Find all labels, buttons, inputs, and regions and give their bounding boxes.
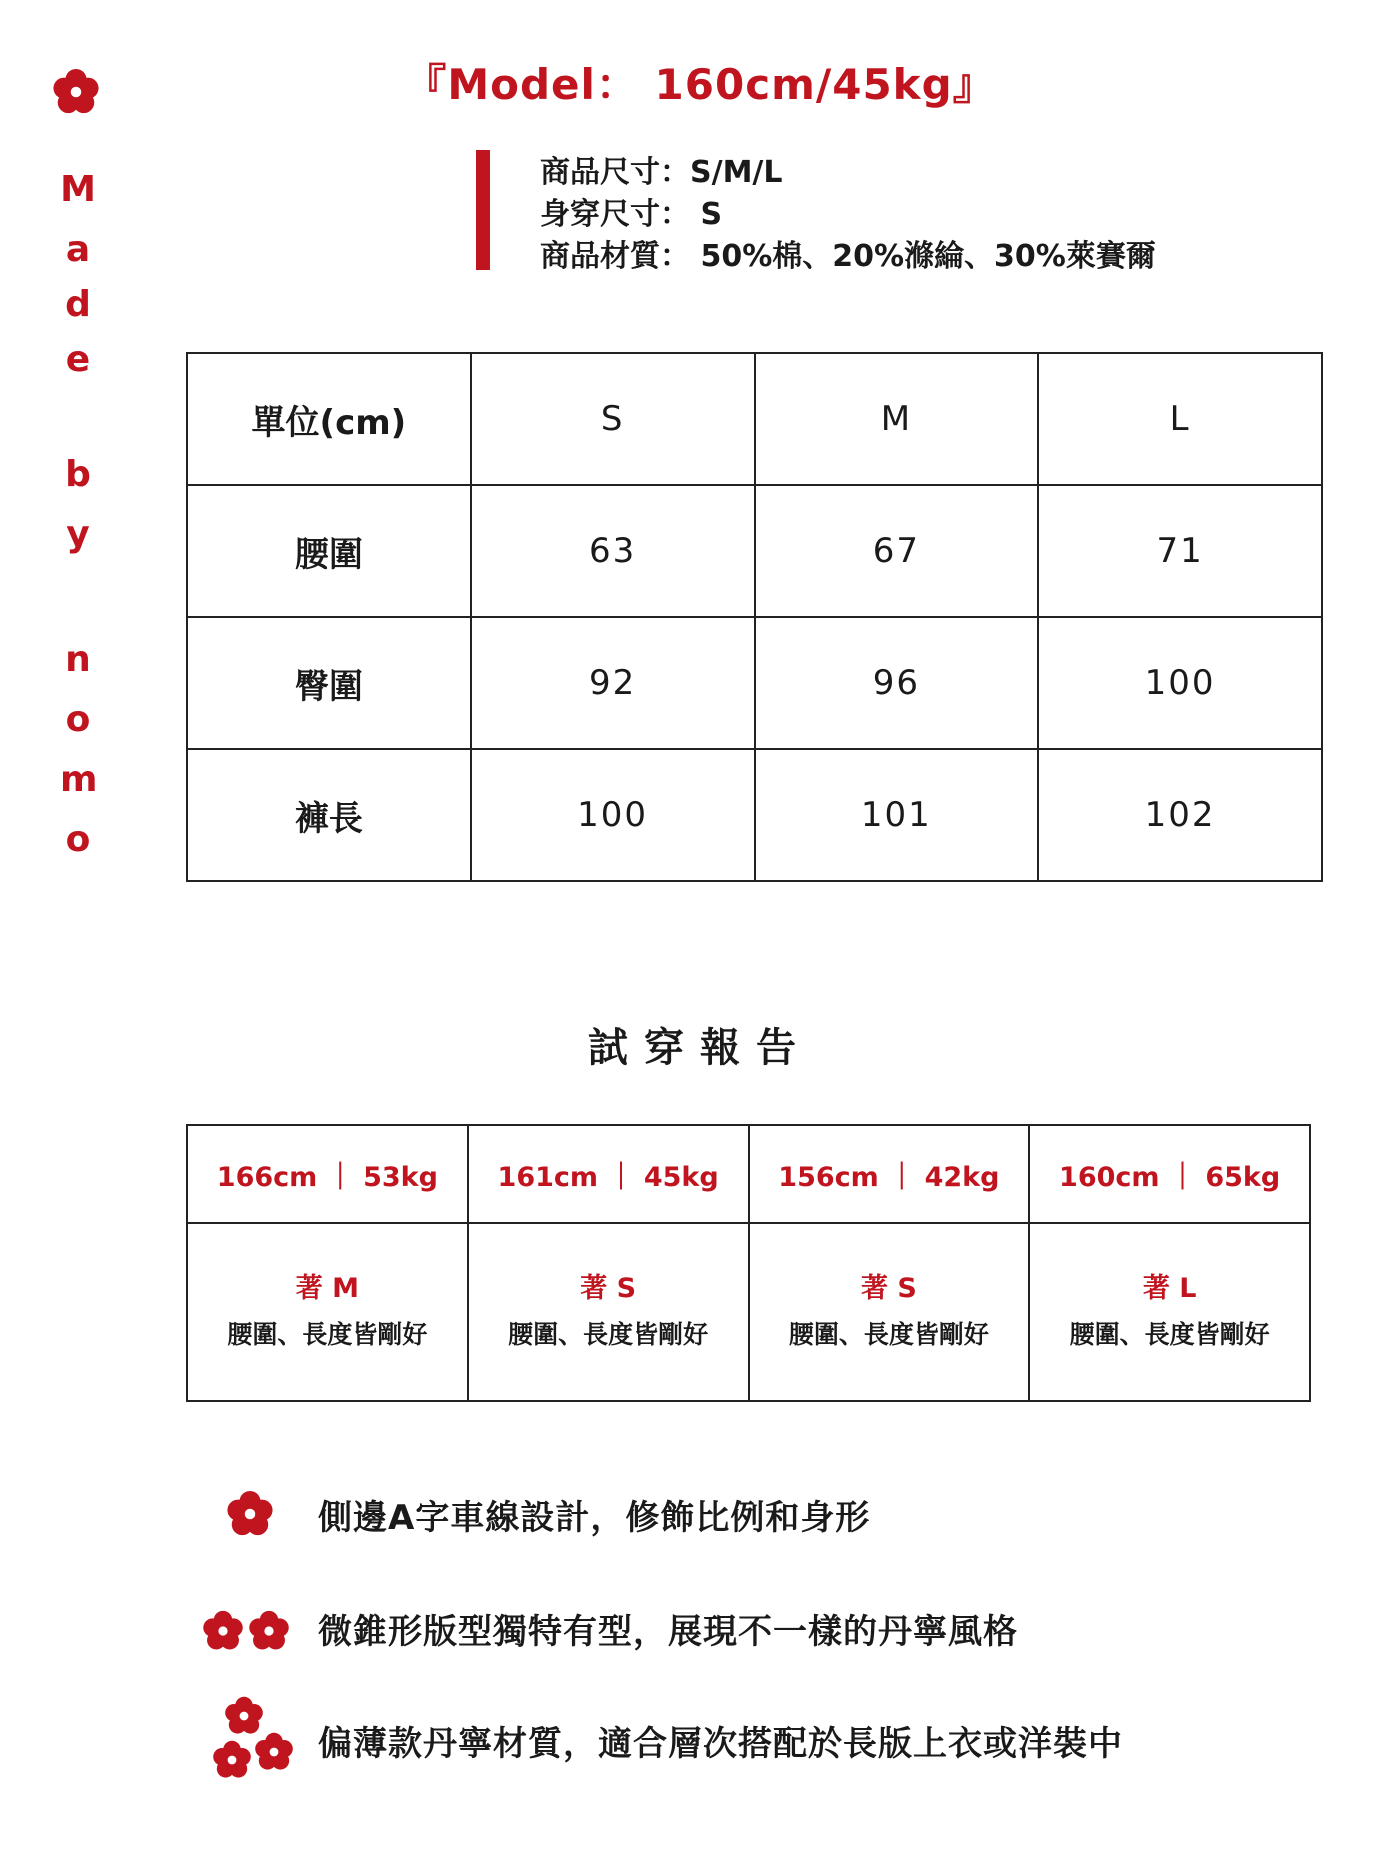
fit-result-cell bbox=[1029, 1223, 1310, 1401]
brand-letter: m bbox=[60, 759, 98, 800]
cell-value: 102 bbox=[1038, 749, 1322, 881]
report-result-row bbox=[187, 1223, 1310, 1401]
fit-size: 著 S bbox=[580, 1273, 637, 1304]
feature-text: 側邊A字車線設計，修飾比例和身形 bbox=[318, 1498, 871, 1538]
header-size-m: M bbox=[755, 353, 1039, 485]
cell-value: 101 bbox=[755, 749, 1039, 881]
fit-result-cell bbox=[468, 1223, 749, 1401]
table-row bbox=[187, 749, 1322, 881]
flower-icon bbox=[248, 1610, 290, 1652]
flower-icon bbox=[212, 1740, 252, 1780]
flower-icon bbox=[202, 1610, 244, 1652]
spec-accent-bar bbox=[476, 150, 490, 270]
cell-value: 67 bbox=[755, 485, 1039, 617]
fit-size: 著 L bbox=[1142, 1273, 1197, 1304]
product-specs bbox=[540, 152, 1156, 278]
cell-value: 63 bbox=[471, 485, 755, 617]
table-row bbox=[187, 485, 1322, 617]
fit-note: 腰圍、長度皆剛好 bbox=[227, 1320, 428, 1349]
size-table-header bbox=[187, 353, 1322, 485]
size-table bbox=[186, 352, 1323, 882]
row-label: 腰圍 bbox=[187, 485, 471, 617]
row-label: 褲長 bbox=[187, 749, 471, 881]
tester-body-stats: 166cm ｜ 53kg bbox=[187, 1125, 468, 1223]
fit-note: 腰圍、長度皆剛好 bbox=[788, 1320, 989, 1349]
fit-note: 腰圍、長度皆剛好 bbox=[1069, 1320, 1270, 1349]
cell-value: 96 bbox=[755, 617, 1039, 749]
cell-value: 100 bbox=[1038, 617, 1322, 749]
brand-letter: n bbox=[65, 639, 91, 680]
flower-icon bbox=[254, 1732, 294, 1772]
brand-letter: o bbox=[65, 699, 91, 740]
brand-letter: d bbox=[65, 284, 91, 325]
feature-item bbox=[190, 1592, 1290, 1662]
header-unit: 單位(cm) bbox=[187, 353, 471, 485]
brand-letter: e bbox=[65, 339, 91, 380]
brand-letter: M bbox=[60, 169, 96, 210]
report-title: 試穿報告 bbox=[588, 1025, 812, 1071]
fit-report-table bbox=[186, 1124, 1311, 1402]
spec-worn-size: 身穿尺寸： S bbox=[540, 197, 723, 232]
cell-value: 100 bbox=[471, 749, 755, 881]
model-title: 『Model： 160cm/45kg』 bbox=[404, 60, 996, 109]
brand-letter: a bbox=[65, 229, 91, 270]
fit-result-cell bbox=[187, 1223, 468, 1401]
flower-icon bbox=[224, 1696, 264, 1736]
feature-text: 偏薄款丹寧材質，適合層次搭配於長版上衣或洋裝中 bbox=[318, 1724, 1123, 1764]
spec-material: 商品材質： 50%棉、20%滌綸、30%萊賽爾 bbox=[540, 239, 1156, 274]
table-row bbox=[187, 617, 1322, 749]
cell-value: 71 bbox=[1038, 485, 1322, 617]
fit-size: 著 S bbox=[860, 1273, 917, 1304]
two-flowers-icon bbox=[190, 1592, 300, 1662]
brand-letter: b bbox=[65, 454, 91, 495]
feature-item bbox=[190, 1704, 1290, 1774]
one-flower-icon bbox=[190, 1478, 300, 1548]
header-size-l: L bbox=[1038, 353, 1322, 485]
header-size-s: S bbox=[471, 353, 755, 485]
flower-icon bbox=[226, 1490, 274, 1538]
tester-body-stats: 160cm ｜ 65kg bbox=[1029, 1125, 1310, 1223]
three-flowers-icon bbox=[190, 1704, 300, 1774]
brand-letter: y bbox=[66, 514, 90, 555]
fit-note: 腰圍、長度皆剛好 bbox=[508, 1320, 709, 1349]
feature-text: 微錐形版型獨特有型，展現不一樣的丹寧風格 bbox=[318, 1612, 1018, 1652]
tester-body-stats: 161cm ｜ 45kg bbox=[468, 1125, 749, 1223]
report-header-row bbox=[187, 1125, 1310, 1223]
tester-body-stats: 156cm ｜ 42kg bbox=[749, 1125, 1030, 1223]
cell-value: 92 bbox=[471, 617, 755, 749]
fit-size: 著 M bbox=[295, 1273, 360, 1304]
row-label: 臀圍 bbox=[187, 617, 471, 749]
fit-result-cell bbox=[749, 1223, 1030, 1401]
feature-item bbox=[190, 1478, 1290, 1548]
spec-sizes: 商品尺寸：S/M/L bbox=[540, 155, 783, 190]
brand-letter: o bbox=[65, 819, 91, 860]
